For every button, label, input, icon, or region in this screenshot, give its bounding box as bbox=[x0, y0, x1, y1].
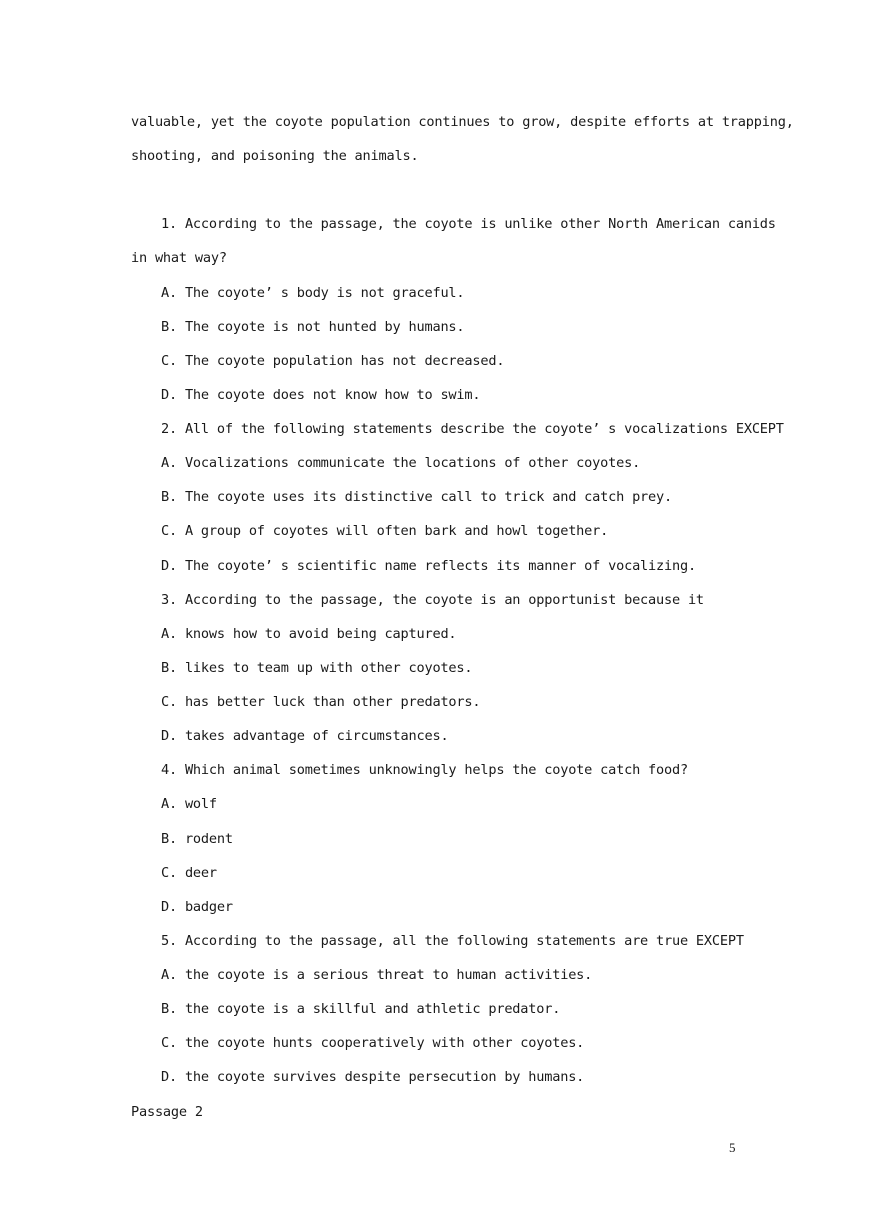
question-2-option-a: A. Vocalizations communicate the locations of other coyotes. bbox=[161, 455, 641, 471]
question-3-option-b: B. likes to team up with other coyotes. bbox=[161, 660, 473, 676]
question-2-stem: 2. All of the following statements describe the coyote’ s vocalizations EXCEPT bbox=[161, 421, 784, 437]
question-2-option-b: B. The coyote uses its distinctive call to trick and catch prey. bbox=[161, 489, 672, 505]
question-4-stem: 4. Which animal sometimes unknowingly helps the coyote catch food? bbox=[161, 762, 688, 778]
question-5-option-c: C. the coyote hunts cooperatively with other coyotes. bbox=[161, 1035, 585, 1051]
question-2-option-c: C. A group of coyotes will often bark and howl together. bbox=[161, 523, 609, 539]
question-4-option-b: B. rodent bbox=[161, 831, 233, 847]
page-number: 5 bbox=[729, 1140, 736, 1155]
question-2-option-d: D. The coyote’ s scientific name reflects its manner of vocalizing. bbox=[161, 558, 696, 574]
question-5-option-a: A. the coyote is a serious threat to human activities. bbox=[161, 967, 593, 983]
question-4-option-d: D. badger bbox=[161, 899, 233, 915]
question-3-option-c: C. has better luck than other predators. bbox=[161, 694, 481, 710]
question-1-stem: 1. According to the passage, the coyote is unlike other North American canids bbox=[161, 216, 776, 232]
question-1-option-a: A. The coyote’ s body is not graceful. bbox=[161, 285, 465, 301]
passage-text-line: shooting, and poisoning the animals. bbox=[131, 148, 419, 164]
question-3-option-a: A. knows how to avoid being captured. bbox=[161, 626, 457, 642]
question-5-option-b: B. the coyote is a skillful and athletic predator. bbox=[161, 1001, 561, 1017]
question-1-option-c: C. The coyote population has not decreased. bbox=[161, 353, 505, 369]
question-1-option-d: D. The coyote does not know how to swim. bbox=[161, 387, 481, 403]
question-1-option-b: B. The coyote is not hunted by humans. bbox=[161, 319, 465, 335]
question-4-option-a: A. wolf bbox=[161, 796, 217, 812]
section-heading-passage-2: Passage 2 bbox=[131, 1104, 203, 1120]
question-3-option-d: D. takes advantage of circumstances. bbox=[161, 728, 449, 744]
passage-text-line: valuable, yet the coyote population continues to grow, despite efforts at trapping, bbox=[131, 114, 794, 130]
question-1-stem-continuation: in what way? bbox=[131, 250, 227, 266]
question-4-option-c: C. deer bbox=[161, 865, 217, 881]
question-3-stem: 3. According to the passage, the coyote is an opportunist because it bbox=[161, 592, 704, 608]
question-5-stem: 5. According to the passage, all the following statements are true EXCEPT bbox=[161, 933, 744, 949]
question-5-option-d: D. the coyote survives despite persecution by humans. bbox=[161, 1069, 585, 1085]
